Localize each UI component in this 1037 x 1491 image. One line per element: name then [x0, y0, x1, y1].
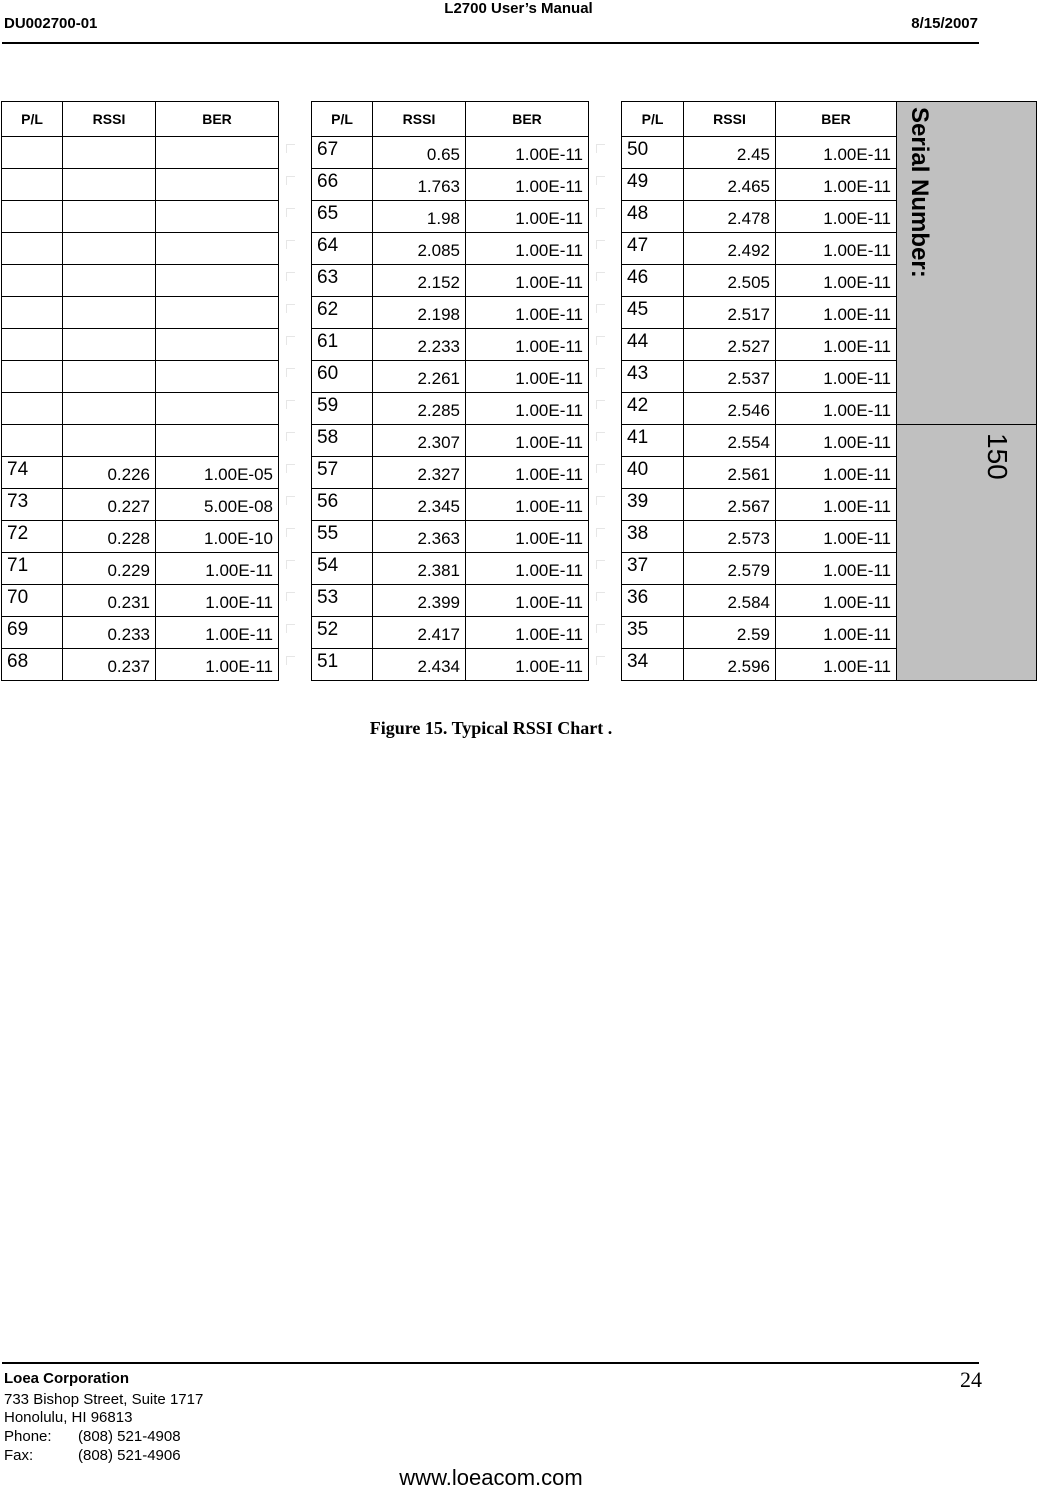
rssi-cell: 0.237: [63, 649, 156, 681]
ber-cell: 1.00E-11: [156, 649, 279, 681]
rssi-cell: 2.307: [373, 425, 466, 457]
pl-cell: 62: [312, 297, 373, 329]
rssi-cell: [63, 297, 156, 329]
rssi-cell: 2.45: [684, 137, 776, 169]
ber-cell: 1.00E-11: [776, 457, 897, 489]
column-spacer: [279, 649, 312, 681]
column-spacer: [279, 585, 312, 617]
column-spacer: [279, 201, 312, 233]
pl-cell: 70: [2, 585, 63, 617]
ber-cell: 1.00E-11: [776, 617, 897, 649]
column-spacer: [589, 649, 622, 681]
column-spacer: [279, 617, 312, 649]
pl-cell: 42: [622, 393, 684, 425]
column-spacer: [589, 457, 622, 489]
rssi-cell: [63, 329, 156, 361]
column-spacer: [279, 457, 312, 489]
pl-cell: 49: [622, 169, 684, 201]
pl-cell: [2, 329, 63, 361]
serial-number-label: Serial Number:: [906, 107, 933, 278]
ber-cell: 1.00E-11: [776, 137, 897, 169]
rssi-cell: 0.226: [63, 457, 156, 489]
ber-cell: 1.00E-11: [466, 137, 589, 169]
rssi-cell: 2.579: [684, 553, 776, 585]
rssi-cell: 2.152: [373, 265, 466, 297]
rssi-cell: 2.59: [684, 617, 776, 649]
table-row: [2, 617, 1037, 649]
rssi-cell: [63, 265, 156, 297]
column-spacer: [589, 361, 622, 393]
column-spacer: [279, 233, 312, 265]
pl-cell: 37: [622, 553, 684, 585]
table-row: [2, 169, 1037, 201]
ber-cell: [156, 329, 279, 361]
column-spacer: [279, 265, 312, 297]
ber-cell: 1.00E-11: [466, 649, 589, 681]
ber-cell: 1.00E-11: [466, 201, 589, 233]
pl-cell: 35: [622, 617, 684, 649]
pl-cell: 68: [2, 649, 63, 681]
pl-cell: [2, 393, 63, 425]
rssi-cell: 2.085: [373, 233, 466, 265]
rssi-chart-table: [1, 101, 1037, 681]
ber-cell: 1.00E-11: [776, 169, 897, 201]
ber-cell: [156, 265, 279, 297]
pl-cell: 55: [312, 521, 373, 553]
document-date: 8/15/2007: [911, 15, 978, 32]
rssi-cell: 2.584: [684, 585, 776, 617]
pl-cell: 67: [312, 137, 373, 169]
column-spacer: [589, 297, 622, 329]
table-row: [2, 137, 1037, 169]
col-header-rssi: RSSI: [373, 102, 466, 137]
ber-cell: 1.00E-11: [466, 489, 589, 521]
ber-cell: 1.00E-05: [156, 457, 279, 489]
ber-cell: 1.00E-11: [156, 553, 279, 585]
table-row: [2, 233, 1037, 265]
ber-cell: 1.00E-11: [466, 265, 589, 297]
ber-cell: 1.00E-10: [156, 521, 279, 553]
pl-cell: 53: [312, 585, 373, 617]
rssi-cell: 2.434: [373, 649, 466, 681]
pl-cell: 43: [622, 361, 684, 393]
ber-cell: 1.00E-11: [466, 297, 589, 329]
column-spacer: [589, 137, 622, 169]
table-row: [2, 425, 1037, 457]
figure-caption: Figure 15. Typical RSSI Chart .: [369, 718, 613, 738]
table-row: [2, 201, 1037, 233]
ber-cell: 1.00E-11: [466, 361, 589, 393]
pl-cell: 64: [312, 233, 373, 265]
pl-cell: 74: [2, 457, 63, 489]
rssi-cell: [63, 169, 156, 201]
phone-label: Phone:: [4, 1428, 52, 1445]
ber-cell: 1.00E-11: [466, 457, 589, 489]
table-header-row: [2, 102, 1037, 137]
column-spacer: [589, 201, 622, 233]
rssi-cell: 2.198: [373, 297, 466, 329]
ber-cell: 1.00E-11: [776, 521, 897, 553]
column-spacer: [279, 489, 312, 521]
column-spacer: [589, 553, 622, 585]
pl-cell: 63: [312, 265, 373, 297]
column-spacer: [589, 489, 622, 521]
col-header-ber: BER: [776, 102, 897, 137]
pl-cell: 61: [312, 329, 373, 361]
ber-cell: [156, 297, 279, 329]
pl-cell: 46: [622, 265, 684, 297]
column-spacer: [279, 329, 312, 361]
table-row: [2, 489, 1037, 521]
column-spacer: [279, 553, 312, 585]
address-line-1: 733 Bishop Street, Suite 1717: [4, 1391, 204, 1408]
table-row: [2, 553, 1037, 585]
pl-cell: 69: [2, 617, 63, 649]
ber-cell: 1.00E-11: [776, 393, 897, 425]
ber-cell: 1.00E-11: [776, 361, 897, 393]
column-spacer: [589, 169, 622, 201]
pl-cell: 58: [312, 425, 373, 457]
ber-cell: [156, 425, 279, 457]
ber-cell: 1.00E-11: [776, 201, 897, 233]
pl-cell: 54: [312, 553, 373, 585]
ber-cell: 1.00E-11: [466, 233, 589, 265]
pl-cell: 65: [312, 201, 373, 233]
ber-cell: 1.00E-11: [776, 585, 897, 617]
pl-cell: [2, 265, 63, 297]
rssi-cell: 0.65: [373, 137, 466, 169]
ber-cell: [156, 137, 279, 169]
rssi-cell: 2.417: [373, 617, 466, 649]
ber-cell: [156, 393, 279, 425]
column-spacer: [589, 102, 622, 137]
column-spacer: [589, 521, 622, 553]
rssi-cell: 2.567: [684, 489, 776, 521]
rssi-cell: 2.505: [684, 265, 776, 297]
website-url: www.loeacom.com: [399, 1465, 583, 1490]
rssi-cell: 2.345: [373, 489, 466, 521]
page-number: 24: [960, 1367, 982, 1392]
table-row: [2, 521, 1037, 553]
rssi-cell: 2.363: [373, 521, 466, 553]
column-spacer: [589, 617, 622, 649]
col-header-ber: BER: [466, 102, 589, 137]
column-spacer: [279, 361, 312, 393]
pl-cell: [2, 297, 63, 329]
pl-cell: 38: [622, 521, 684, 553]
table-row: [2, 457, 1037, 489]
rssi-cell: 2.554: [684, 425, 776, 457]
pl-cell: 36: [622, 585, 684, 617]
rssi-cell: 2.596: [684, 649, 776, 681]
document-id: DU002700-01: [4, 15, 98, 32]
rssi-cell: 0.228: [63, 521, 156, 553]
pl-cell: 41: [622, 425, 684, 457]
rssi-cell: 0.227: [63, 489, 156, 521]
rssi-cell: 2.261: [373, 361, 466, 393]
footer-rule: [2, 1362, 979, 1364]
rssi-cell: 0.231: [63, 585, 156, 617]
rssi-cell: 0.229: [63, 553, 156, 585]
rssi-cell: [63, 137, 156, 169]
pl-cell: [2, 233, 63, 265]
pl-cell: 59: [312, 393, 373, 425]
ber-cell: 1.00E-11: [466, 169, 589, 201]
rssi-cell: 2.527: [684, 329, 776, 361]
pl-cell: [2, 425, 63, 457]
table-row: [2, 297, 1037, 329]
ber-cell: 1.00E-11: [466, 329, 589, 361]
rssi-cell: 2.537: [684, 361, 776, 393]
ber-cell: 1.00E-11: [776, 265, 897, 297]
ber-cell: 1.00E-11: [466, 393, 589, 425]
pl-cell: 66: [312, 169, 373, 201]
ber-cell: 1.00E-11: [776, 297, 897, 329]
ber-cell: [156, 201, 279, 233]
pl-cell: 73: [2, 489, 63, 521]
ber-cell: [156, 233, 279, 265]
rssi-cell: [63, 393, 156, 425]
rssi-cell: 2.327: [373, 457, 466, 489]
ber-cell: 1.00E-11: [156, 617, 279, 649]
pl-cell: 40: [622, 457, 684, 489]
rssi-cell: 2.233: [373, 329, 466, 361]
ber-cell: 1.00E-11: [466, 521, 589, 553]
pl-cell: 45: [622, 297, 684, 329]
pl-cell: [2, 361, 63, 393]
company-name: Loea Corporation: [4, 1370, 130, 1387]
ber-cell: 1.00E-11: [156, 585, 279, 617]
rssi-cell: 2.492: [684, 233, 776, 265]
pl-cell: 48: [622, 201, 684, 233]
col-header-pl: P/L: [2, 102, 63, 137]
column-spacer: [589, 393, 622, 425]
ber-cell: 1.00E-11: [466, 425, 589, 457]
ber-cell: 1.00E-11: [776, 489, 897, 521]
pl-cell: [2, 137, 63, 169]
column-spacer: [279, 521, 312, 553]
rssi-cell: 1.98: [373, 201, 466, 233]
pl-cell: 47: [622, 233, 684, 265]
column-spacer: [589, 265, 622, 297]
ber-cell: 1.00E-11: [776, 233, 897, 265]
pl-cell: 50: [622, 137, 684, 169]
ber-cell: 5.00E-08: [156, 489, 279, 521]
pl-cell: 39: [622, 489, 684, 521]
rssi-cell: 0.233: [63, 617, 156, 649]
ber-cell: [156, 361, 279, 393]
phone-number: (808) 521-4908: [78, 1428, 181, 1445]
pl-cell: 57: [312, 457, 373, 489]
col-header-pl: P/L: [312, 102, 373, 137]
rssi-cell: 2.561: [684, 457, 776, 489]
rssi-cell: 2.285: [373, 393, 466, 425]
column-spacer: [589, 425, 622, 457]
col-header-rssi: RSSI: [63, 102, 156, 137]
column-spacer: [279, 297, 312, 329]
table-row: [2, 649, 1037, 681]
ber-cell: [156, 169, 279, 201]
pl-cell: 72: [2, 521, 63, 553]
col-header-ber: BER: [156, 102, 279, 137]
ber-cell: 1.00E-11: [776, 329, 897, 361]
rssi-cell: 2.465: [684, 169, 776, 201]
manual-title: L2700 User’s Manual: [444, 0, 593, 17]
pl-cell: 71: [2, 553, 63, 585]
ber-cell: 1.00E-11: [776, 553, 897, 585]
rssi-cell: 2.399: [373, 585, 466, 617]
rssi-cell: 2.517: [684, 297, 776, 329]
rssi-cell: 2.546: [684, 393, 776, 425]
rssi-cell: [63, 201, 156, 233]
rssi-cell: [63, 361, 156, 393]
rssi-cell: [63, 233, 156, 265]
rssi-cell: [63, 425, 156, 457]
table-row: [2, 329, 1037, 361]
pl-cell: 51: [312, 649, 373, 681]
col-header-pl: P/L: [622, 102, 684, 137]
pl-cell: 56: [312, 489, 373, 521]
serial-number-value: 150: [982, 433, 1013, 480]
column-spacer: [589, 329, 622, 361]
serial-number-box: [897, 102, 1037, 425]
ber-cell: 1.00E-11: [776, 649, 897, 681]
rssi-cell: 2.381: [373, 553, 466, 585]
fax-label: Fax:: [4, 1447, 34, 1464]
table-row: [2, 585, 1037, 617]
ber-cell: 1.00E-11: [466, 617, 589, 649]
table-row: [2, 393, 1037, 425]
rssi-cell: 2.573: [684, 521, 776, 553]
pl-cell: [2, 201, 63, 233]
column-spacer: [279, 169, 312, 201]
serial-code-box: [897, 425, 1037, 681]
ber-cell: 1.00E-11: [776, 425, 897, 457]
pl-cell: 44: [622, 329, 684, 361]
pl-cell: 52: [312, 617, 373, 649]
col-header-rssi: RSSI: [684, 102, 776, 137]
pl-cell: 34: [622, 649, 684, 681]
header-rule: [2, 42, 979, 44]
table-row: [2, 265, 1037, 297]
column-spacer: [279, 137, 312, 169]
table-row: [2, 361, 1037, 393]
pl-cell: [2, 169, 63, 201]
address-line-2: Honolulu, HI 96813: [4, 1409, 133, 1426]
column-spacer: [589, 233, 622, 265]
column-spacer: [279, 425, 312, 457]
ber-cell: 1.00E-11: [466, 585, 589, 617]
column-spacer: [279, 393, 312, 425]
fax-number: (808) 521-4906: [78, 1447, 181, 1464]
pl-cell: 60: [312, 361, 373, 393]
column-spacer: [279, 102, 312, 137]
rssi-cell: 2.478: [684, 201, 776, 233]
column-spacer: [589, 585, 622, 617]
ber-cell: 1.00E-11: [466, 553, 589, 585]
rssi-cell: 1.763: [373, 169, 466, 201]
